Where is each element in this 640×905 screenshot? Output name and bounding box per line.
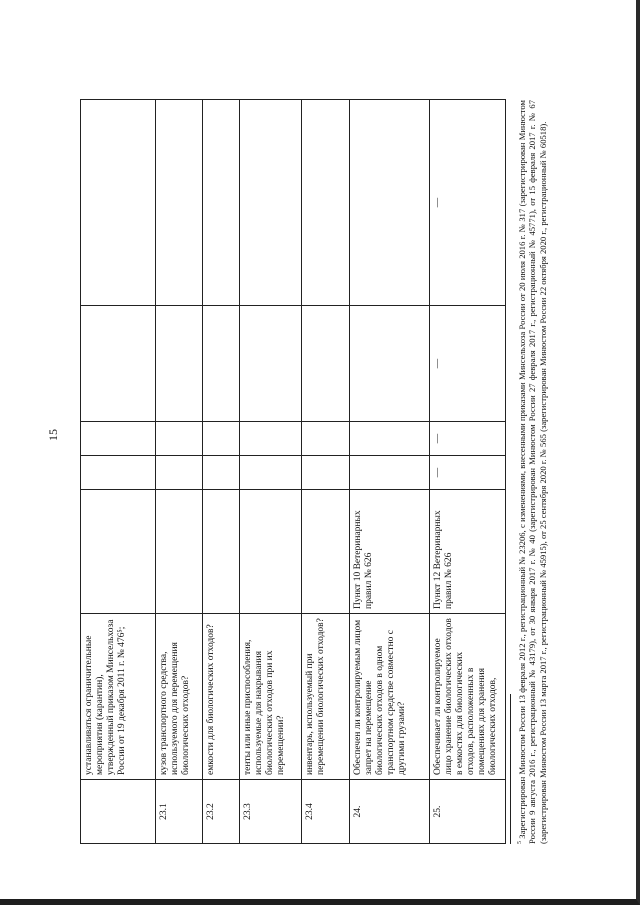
question-cell: Обеспечен ли контролируемым лицом запрет на перемещение биологических отходов в одном транспортном средстве совместно с другими грузами? xyxy=(350,614,430,780)
footnote-divider xyxy=(510,694,511,844)
question-cell: тенты или иные приспособления, используемые для накрывания биологических отходов при их перемещении? xyxy=(240,614,302,780)
table-row xyxy=(430,100,506,844)
reference-cell xyxy=(203,490,240,614)
row-number: 23.2 xyxy=(203,780,240,844)
not-applicable-cell xyxy=(302,306,350,422)
reference-cell xyxy=(81,490,156,614)
answer-yes-cell xyxy=(203,456,240,490)
reference-cell xyxy=(302,490,350,614)
answer-yes-cell xyxy=(156,456,203,490)
note-cell xyxy=(302,100,350,306)
answer-no-cell xyxy=(302,422,350,456)
not-applicable-cell xyxy=(240,306,302,422)
rotated-content xyxy=(80,100,585,844)
row-number: 23.4 xyxy=(302,780,350,844)
footnote xyxy=(517,100,548,844)
table-row xyxy=(240,100,302,844)
row-number: 23.1 xyxy=(156,780,203,844)
note-cell: — xyxy=(430,100,506,306)
footnote-marker: 5 xyxy=(517,841,524,844)
not-applicable-cell xyxy=(156,306,203,422)
note-cell xyxy=(203,100,240,306)
not-applicable-cell xyxy=(203,306,240,422)
not-applicable-cell: — xyxy=(430,306,506,422)
reference-cell xyxy=(240,490,302,614)
reference-cell: Пункт 10 Ветеринарных правил № 626 xyxy=(350,490,430,614)
table-row xyxy=(302,100,350,844)
note-cell xyxy=(81,100,156,306)
answer-no-cell xyxy=(203,422,240,456)
table-row xyxy=(81,100,156,844)
question-cell: кузов транспортного средства, используемого для перемещения биологических отходов? xyxy=(156,614,203,780)
question-cell: устанавливаться ограничительные мероприятия (карантин), утвержденный приказом Минсельхоза России от 19 декабря 2011 г. № 476⁵; xyxy=(81,614,156,780)
answer-no-cell xyxy=(240,422,302,456)
not-applicable-cell xyxy=(350,306,430,422)
answer-yes-cell xyxy=(240,456,302,490)
table-row xyxy=(203,100,240,844)
row-number xyxy=(81,780,156,844)
footnote-text: Зарегистрирован Минюстом России 13 февраля 2012 г., регистрационный № 23206, с изменениями, внесенными приказами Минсельхоза России от 20 июля 2016 г. № 317 (зарегистрирован Минюстом России 9 августа 2016 г., регистрационный № 43179), от 30 января 2017 г. № 40 (зарегистрирован Минюстом России 27 февраля 2017 г., регистрационный № 45771), от 15 февраля 2017 г. № 67 (зарегистрирован Минюстом России 13 марта 2017 г., регистрационный № 45915), от 25 сентября 2020 г. № 565 (зарегистрирован Минюстом России 22 октября 2020 г., регистрационный № 60518). xyxy=(517,100,548,844)
table-row xyxy=(350,100,430,844)
reference-cell: Пункт 12 Ветеринарных правил № 626 xyxy=(430,490,506,614)
answer-no-cell xyxy=(156,422,203,456)
answer-yes-cell: — xyxy=(430,456,506,490)
answer-yes-cell xyxy=(302,456,350,490)
answer-no-cell xyxy=(350,422,430,456)
row-number: 23.3 xyxy=(240,780,302,844)
page-number: 15 xyxy=(46,429,60,441)
answer-yes-cell xyxy=(350,456,430,490)
note-cell xyxy=(350,100,430,306)
checklist-table xyxy=(80,99,506,844)
question-cell: емкости для биологических отходов? xyxy=(203,614,240,780)
question-cell: инвентарь, используемый при перемещении биологических отходов? xyxy=(302,614,350,780)
answer-yes-cell xyxy=(81,456,156,490)
not-applicable-cell xyxy=(81,306,156,422)
note-cell xyxy=(240,100,302,306)
question-cell: Обеспечивает ли контролируемое лицо хранение биологических отходов в емкостях для биологических отходов, расположенных в помещениях для хранения биологических отходов, xyxy=(430,614,506,780)
table-row xyxy=(156,100,203,844)
note-cell xyxy=(156,100,203,306)
reference-cell xyxy=(156,490,203,614)
answer-no-cell: — xyxy=(430,422,506,456)
answer-no-cell xyxy=(81,422,156,456)
row-number: 24. xyxy=(350,780,430,844)
row-number: 25. xyxy=(430,780,506,844)
